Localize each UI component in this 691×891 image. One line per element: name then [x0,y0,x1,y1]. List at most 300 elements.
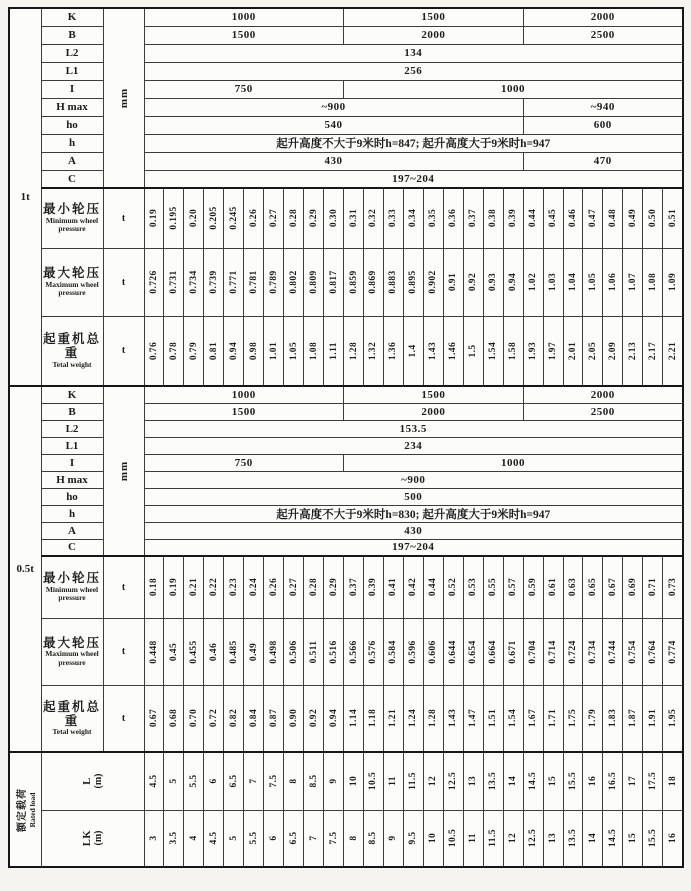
row-label-max-wheel-pressure [41,618,103,685]
value-text: 5.5 [248,831,259,845]
value-text: 0.245 [228,206,239,230]
row-label-zh: 最大轮压 [42,635,101,650]
value-text: 14.5 [528,772,539,791]
hoist-height-note: 起升高度不大于9米时h=830; 起升高度大于9米时h=947 [144,505,683,522]
value-text: 15.5 [567,772,578,791]
value-text: 0.92 [468,272,479,292]
dim-label: L1 [41,437,103,454]
value-text: 0.21 [188,578,199,597]
value-text: 0.55 [488,578,499,597]
value-text: 1.32 [368,341,379,360]
value-cell [304,556,324,618]
value-text: 1.11 [328,341,339,360]
value-cell [344,618,364,685]
value-cell [443,188,463,248]
value-text: 0.49 [627,209,638,228]
value-cell [423,618,443,685]
dim-value: 153.5 [144,420,683,437]
value-cell [184,810,204,867]
value-text: 1.67 [528,709,539,728]
value-cell [344,810,364,867]
value-text: 6.5 [228,774,239,788]
dim-value: 1500 [344,386,524,403]
value-text: 5 [228,835,239,841]
value-text: 0.92 [308,709,319,728]
value-cell [563,618,583,685]
value-text: 1.46 [448,341,459,360]
value-text: 2.17 [647,341,658,360]
dim-label: ho [41,116,103,134]
value-cell [363,685,383,752]
value-cell [383,556,403,618]
dim-value: 197~204 [144,539,683,556]
value-cell [563,685,583,752]
dim-label: h [41,505,103,522]
value-cell [184,248,204,316]
value-cell [144,752,164,810]
value-cell [463,316,483,386]
value-cell [164,618,184,685]
value-cell [324,618,344,685]
hoist-height-note: 起升高度不大于9米时h=847; 起升高度大于9米时h=947 [144,134,683,152]
value-cell [244,248,264,316]
span-symbol: LK [81,830,93,847]
value-cell [244,618,264,685]
value-cell [463,752,483,810]
value-text: 0.28 [308,578,319,597]
value-text: 0.70 [188,709,199,728]
value-cell [144,618,164,685]
value-text: 0.44 [528,209,539,228]
value-text: 4 [188,835,199,841]
value-cell [344,556,364,618]
value-cell [403,188,423,248]
value-text: 9 [388,835,399,841]
span-unit: (m) [92,830,104,846]
value-text: 0.764 [647,639,658,664]
value-text: 17.5 [647,772,658,791]
value-text: 0.19 [168,578,179,597]
value-text: 1.05 [587,272,598,292]
value-text: 11 [388,776,399,787]
value-text: 0.94 [228,341,239,360]
value-text: 0.45 [168,642,179,661]
value-text: 0.67 [148,709,159,728]
value-text: 16.5 [607,772,618,791]
value-cell [204,316,224,386]
unit-mm-text: mm [117,87,130,109]
value-text: 2.01 [567,341,578,360]
value-text: 12 [508,833,519,844]
value-cell [483,248,503,316]
value-cell [264,810,284,867]
value-text: 0.51 [667,209,678,228]
value-text: 0.98 [248,341,259,360]
dim-value: 234 [144,437,683,454]
value-text: 0.734 [188,270,199,294]
value-cell [363,248,383,316]
value-cell [643,316,663,386]
value-text: 0.46 [208,642,219,661]
value-text: 0.84 [248,709,259,728]
value-cell [523,188,543,248]
value-text: 0.79 [188,341,199,360]
value-text: 10 [348,776,359,787]
value-text: 0.38 [488,209,499,228]
value-cell [603,685,623,752]
dim-value: ~900 [144,98,523,116]
value-cell [264,618,284,685]
value-cell [184,316,204,386]
value-cell [363,752,383,810]
dim-value: 2000 [344,403,524,420]
group-label-text: 1t [20,191,30,203]
value-cell [164,556,184,618]
unit-t-cell: t [103,556,144,618]
value-cell [583,810,603,867]
value-text: 7.5 [268,774,279,788]
value-text: 0.869 [368,270,379,294]
value-text: 0.576 [368,639,379,664]
value-cell [144,685,164,752]
value-text: 8.5 [368,831,379,845]
value-cell [603,810,623,867]
value-text: 0.23 [228,578,239,597]
value-text: 13 [468,776,479,787]
value-cell [443,752,463,810]
value-text: 18 [667,776,678,787]
value-text: 0.73 [667,578,678,597]
value-cell [383,188,403,248]
value-cell [164,685,184,752]
value-cell [463,685,483,752]
dim-label: A [41,522,103,539]
dim-value: 1000 [344,80,683,98]
value-text: 0.455 [188,639,199,664]
row-label-max-wheel-pressure [41,248,103,316]
value-text: 17 [627,776,638,787]
value-text: 0.789 [268,270,279,294]
value-text: 0.81 [208,341,219,360]
span-unit: (m) [92,773,104,789]
dim-value: 750 [144,80,344,98]
value-cell [643,248,663,316]
value-text: 0.76 [148,341,159,360]
value-text: 1.01 [268,341,279,360]
value-text: 0.26 [268,578,279,597]
value-cell [403,752,423,810]
value-cell [184,618,204,685]
dim-value: 600 [523,116,683,134]
value-cell [383,810,403,867]
value-text: 0.68 [168,709,179,728]
unit-t-cell: t [103,248,144,316]
dim-value: 2000 [523,386,683,403]
value-cell [643,752,663,810]
value-text: 3 [148,835,159,841]
value-text: 12 [428,776,439,787]
row-label-total-weight [41,316,103,386]
value-text: 0.584 [388,639,399,664]
value-cell [543,810,563,867]
value-cell [383,685,403,752]
value-text: 0.654 [468,639,479,664]
value-cell [523,248,543,316]
value-cell [184,556,204,618]
row-label-en: Minimum wheel pressure [45,215,99,234]
value-text: 0.35 [428,209,439,228]
value-text: 0.36 [448,209,459,228]
unit-t-cell: t [103,685,144,752]
value-cell [623,316,643,386]
value-cell [304,248,324,316]
value-text: 1.18 [368,709,379,728]
value-cell [663,188,683,248]
value-cell [363,188,383,248]
value-cell [523,752,543,810]
value-cell [463,248,483,316]
value-text: 5.5 [188,774,199,788]
value-cell [503,810,523,867]
dim-label: L1 [41,62,103,80]
value-text: 0.34 [408,209,419,228]
value-text: 0.606 [428,639,439,664]
value-cell [324,685,344,752]
value-cell [543,685,563,752]
row-label-min-wheel-pressure [41,556,103,618]
value-cell [344,316,364,386]
value-text: 6 [208,778,219,784]
value-text: 0.724 [567,639,578,664]
value-cell [204,556,224,618]
value-text: 0.94 [508,272,519,292]
value-text: 0.485 [228,639,239,664]
value-cell [383,248,403,316]
dim-label: A [41,152,103,170]
value-cell [363,810,383,867]
value-text: 0.644 [448,639,459,664]
value-text: 0.704 [528,639,539,664]
value-cell [284,618,304,685]
value-text: 0.18 [148,578,159,597]
value-cell [463,618,483,685]
value-cell [164,810,184,867]
unit-t-cell: t [103,188,144,248]
value-cell [144,248,164,316]
value-cell [324,188,344,248]
value-text: 1.04 [567,272,578,292]
value-cell [224,248,244,316]
value-cell [363,556,383,618]
value-cell [244,810,264,867]
value-cell [144,188,164,248]
value-text: 1.28 [428,709,439,728]
value-text: 0.27 [268,209,279,228]
value-cell [483,188,503,248]
value-cell [623,752,643,810]
value-cell [383,316,403,386]
value-cell [264,556,284,618]
dim-label: H max [41,471,103,488]
dim-value: 430 [144,522,683,539]
value-text: 1.14 [348,709,359,728]
value-cell [184,752,204,810]
value-cell [603,248,623,316]
value-text: 0.94 [328,709,339,728]
value-text: 0.37 [348,578,359,597]
group-label-rated-load [9,752,41,867]
value-cell [463,188,483,248]
value-cell [284,316,304,386]
value-cell [344,752,364,810]
value-cell [583,685,603,752]
value-cell [144,810,164,867]
value-text: 0.46 [567,209,578,228]
value-text: 1.51 [488,709,499,728]
value-text: 0.511 [308,640,319,663]
value-cell [623,810,643,867]
value-text: 1.5 [468,344,479,358]
value-cell [423,556,443,618]
value-cell [523,556,543,618]
value-text: 13.5 [567,829,578,848]
value-text: 10.5 [448,829,459,848]
value-cell [164,188,184,248]
value-text: 2.05 [587,341,598,360]
value-text: 0.19 [148,209,159,228]
dim-label: K [41,386,103,403]
value-text: 0.67 [607,578,618,597]
value-text: 1.43 [428,341,439,360]
value-cell [224,685,244,752]
row-label-span-LK [41,810,144,867]
value-cell [423,248,443,316]
value-cell [583,618,603,685]
value-text: 1.75 [567,709,578,728]
value-cell [663,316,683,386]
value-cell [663,810,683,867]
value-cell [423,752,443,810]
dim-label: C [41,170,103,188]
value-text: 1.07 [627,272,638,292]
value-text: 0.664 [488,639,499,664]
value-cell [543,188,563,248]
value-text: 0.809 [308,270,319,294]
value-text: 1.36 [388,341,399,360]
value-text: 13 [548,833,559,844]
value-cell [483,618,503,685]
row-label-en: Tetal weight [52,359,92,369]
value-cell [543,248,563,316]
row-label-en: Tetal weight [52,727,92,737]
value-cell [663,685,683,752]
value-cell [403,618,423,685]
value-cell [563,316,583,386]
value-text: 16 [587,776,598,787]
dim-value: 1500 [344,8,524,26]
value-text: 1.93 [528,341,539,360]
value-cell [503,316,523,386]
dim-value: 197~204 [144,170,683,188]
value-cell [403,316,423,386]
value-text: 0.771 [228,270,239,294]
value-cell [663,556,683,618]
value-text: 0.48 [607,209,618,228]
value-cell [503,556,523,618]
value-cell [403,810,423,867]
value-text: 0.516 [328,639,339,664]
value-cell [543,316,563,386]
value-cell [284,188,304,248]
value-cell [583,188,603,248]
value-cell [224,316,244,386]
value-text: 1.95 [667,709,678,728]
value-cell [224,618,244,685]
value-cell [423,316,443,386]
value-cell [284,248,304,316]
value-cell [483,752,503,810]
value-text: 0.93 [488,272,499,292]
value-text: 0.39 [368,578,379,597]
value-text: 1.87 [627,709,638,728]
value-text: 11.5 [488,829,499,848]
value-cell [164,316,184,386]
dim-label: I [41,80,103,98]
value-text: 0.802 [288,270,299,294]
dim-value: 750 [144,454,344,471]
value-cell [543,752,563,810]
value-text: 14.5 [607,829,618,848]
value-cell [603,556,623,618]
value-cell [463,556,483,618]
value-cell [543,556,563,618]
value-text: 5 [168,778,179,784]
value-text: 6.5 [288,831,299,845]
value-cell [543,618,563,685]
value-text: 15 [627,833,638,844]
value-text: 7.5 [328,831,339,845]
value-cell [603,316,623,386]
value-cell [563,752,583,810]
value-text: 0.726 [148,270,159,294]
value-text: 0.50 [647,209,658,228]
value-cell [523,810,543,867]
value-text: 15.5 [647,829,658,848]
value-cell [204,685,224,752]
value-cell [503,752,523,810]
value-cell [623,188,643,248]
value-text: 1.97 [548,341,559,360]
value-text: 0.883 [388,270,399,294]
dim-value: 1000 [344,454,683,471]
value-cell [623,556,643,618]
value-text: 0.31 [348,209,359,228]
dim-value: 134 [144,44,683,62]
value-text: 0.63 [567,578,578,597]
value-text: 0.744 [607,639,618,664]
value-cell [184,188,204,248]
row-label-zh: 起重机总重 [42,332,101,361]
value-cell [523,618,543,685]
row-label-en: Minimum wheel pressure [45,584,99,603]
value-cell [643,618,663,685]
value-text: 1.47 [468,709,479,728]
value-cell [324,810,344,867]
dim-value: 470 [523,152,683,170]
dim-label: K [41,8,103,26]
row-label-span-L [41,752,144,810]
value-cell [304,188,324,248]
